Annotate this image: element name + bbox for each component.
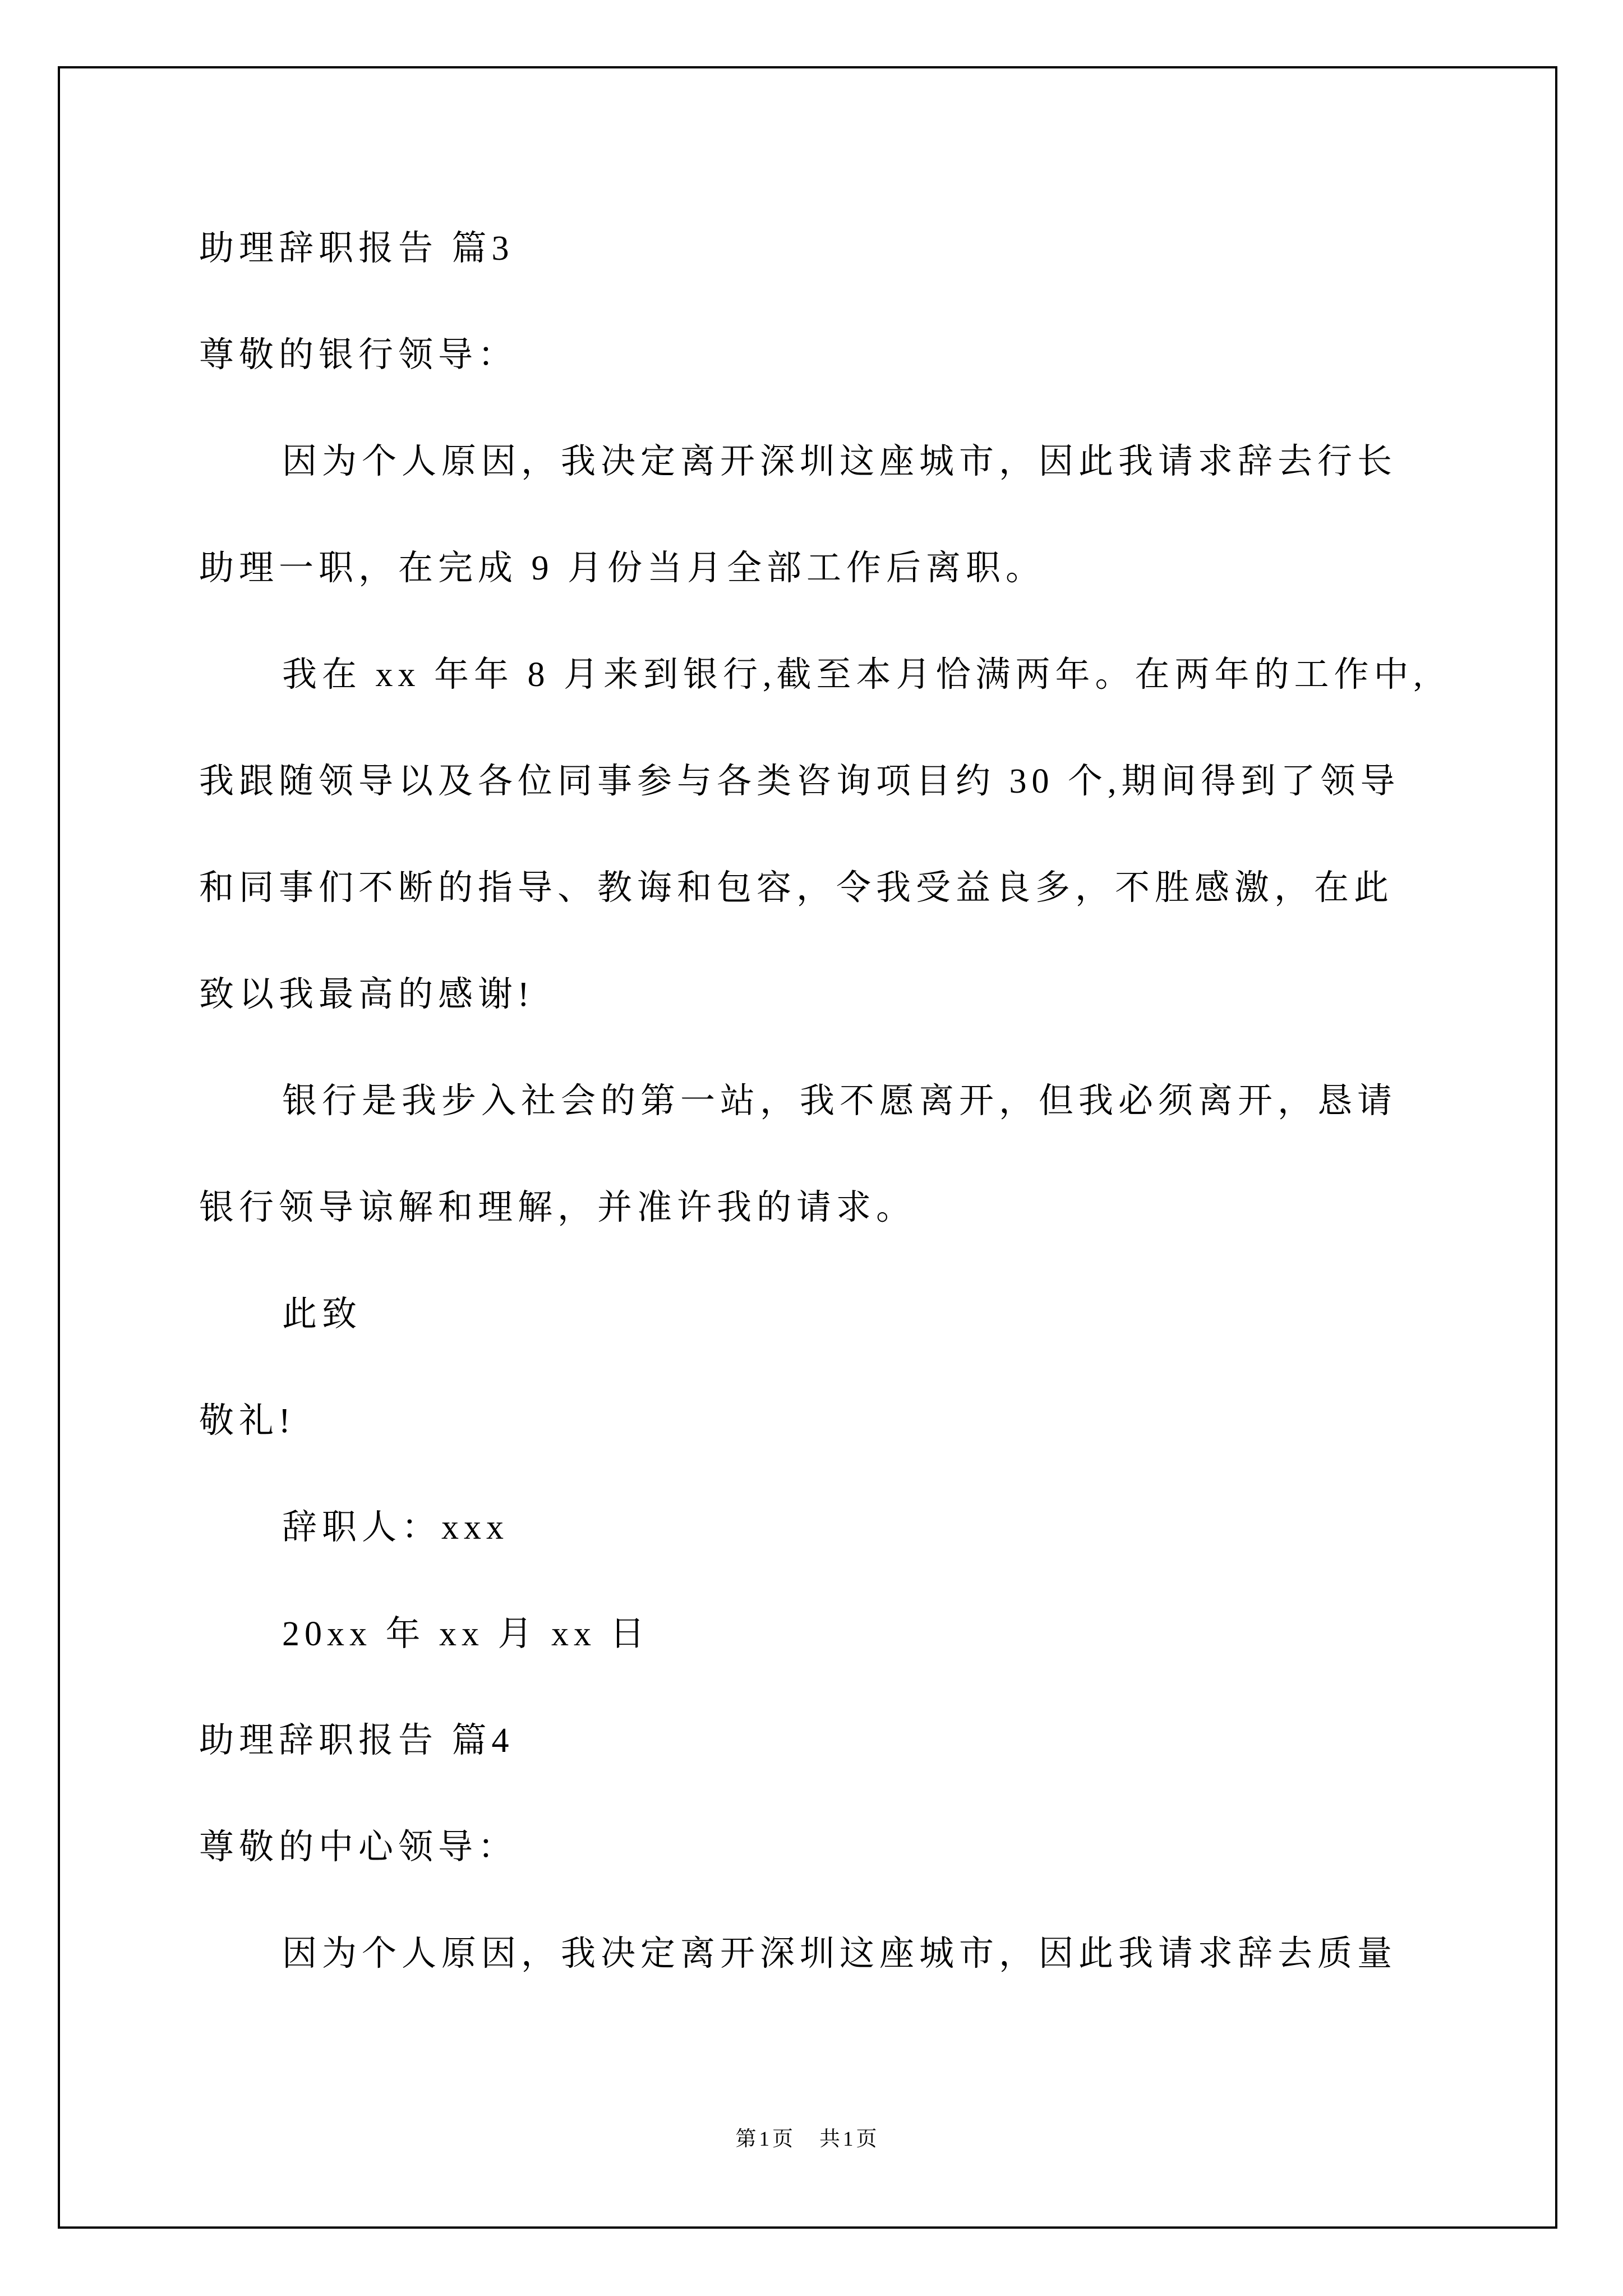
text-line: 因为个人原因，我决定离开深圳这座城市，因此我请求辞去质量 — [282, 1935, 1398, 1973]
signature-line: 辞职人：xxx — [282, 1508, 509, 1547]
closing-line: 此致 — [282, 1295, 362, 1333]
text-line: 银行领导谅解和理解，并准许我的请求。 — [199, 1189, 916, 1227]
text-line: 我跟随领导以及各位同事参与各类咨询项目约 30 个,期间得到了领导 — [199, 762, 1400, 800]
text-line: 因为个人原因，我决定离开深圳这座城市，因此我请求辞去行长 — [282, 443, 1398, 481]
text-line: 我在 xx 年年 8 月来到银行,截至本月恰满两年。在两年的工作中, — [282, 656, 1428, 694]
text-line: 助理一职，在完成 9 月份当月全部工作后离职。 — [199, 549, 1046, 587]
section-heading: 助理辞职报告 篇4 — [199, 1722, 514, 1760]
section-heading: 助理辞职报告 篇3 — [199, 229, 514, 268]
page-footer: 第1页 共1页 — [735, 2128, 880, 2151]
salutation: 尊敬的银行领导： — [199, 336, 518, 374]
date-line: 20xx 年 xx 月 xx 日 — [282, 1615, 650, 1653]
document-content — [199, 195, 1427, 2007]
salutation: 尊敬的中心领导： — [199, 1828, 518, 1866]
text-line: 和同事们不断的指导、教诲和包容，令我受益良多，不胜感激，在此 — [199, 869, 1394, 907]
text-line: 致以我最高的感谢! — [199, 976, 534, 1014]
text-line: 银行是我步入社会的第一站，我不愿离开，但我必须离开，恳请 — [282, 1082, 1398, 1120]
closing-line: 敬礼! — [199, 1402, 296, 1440]
